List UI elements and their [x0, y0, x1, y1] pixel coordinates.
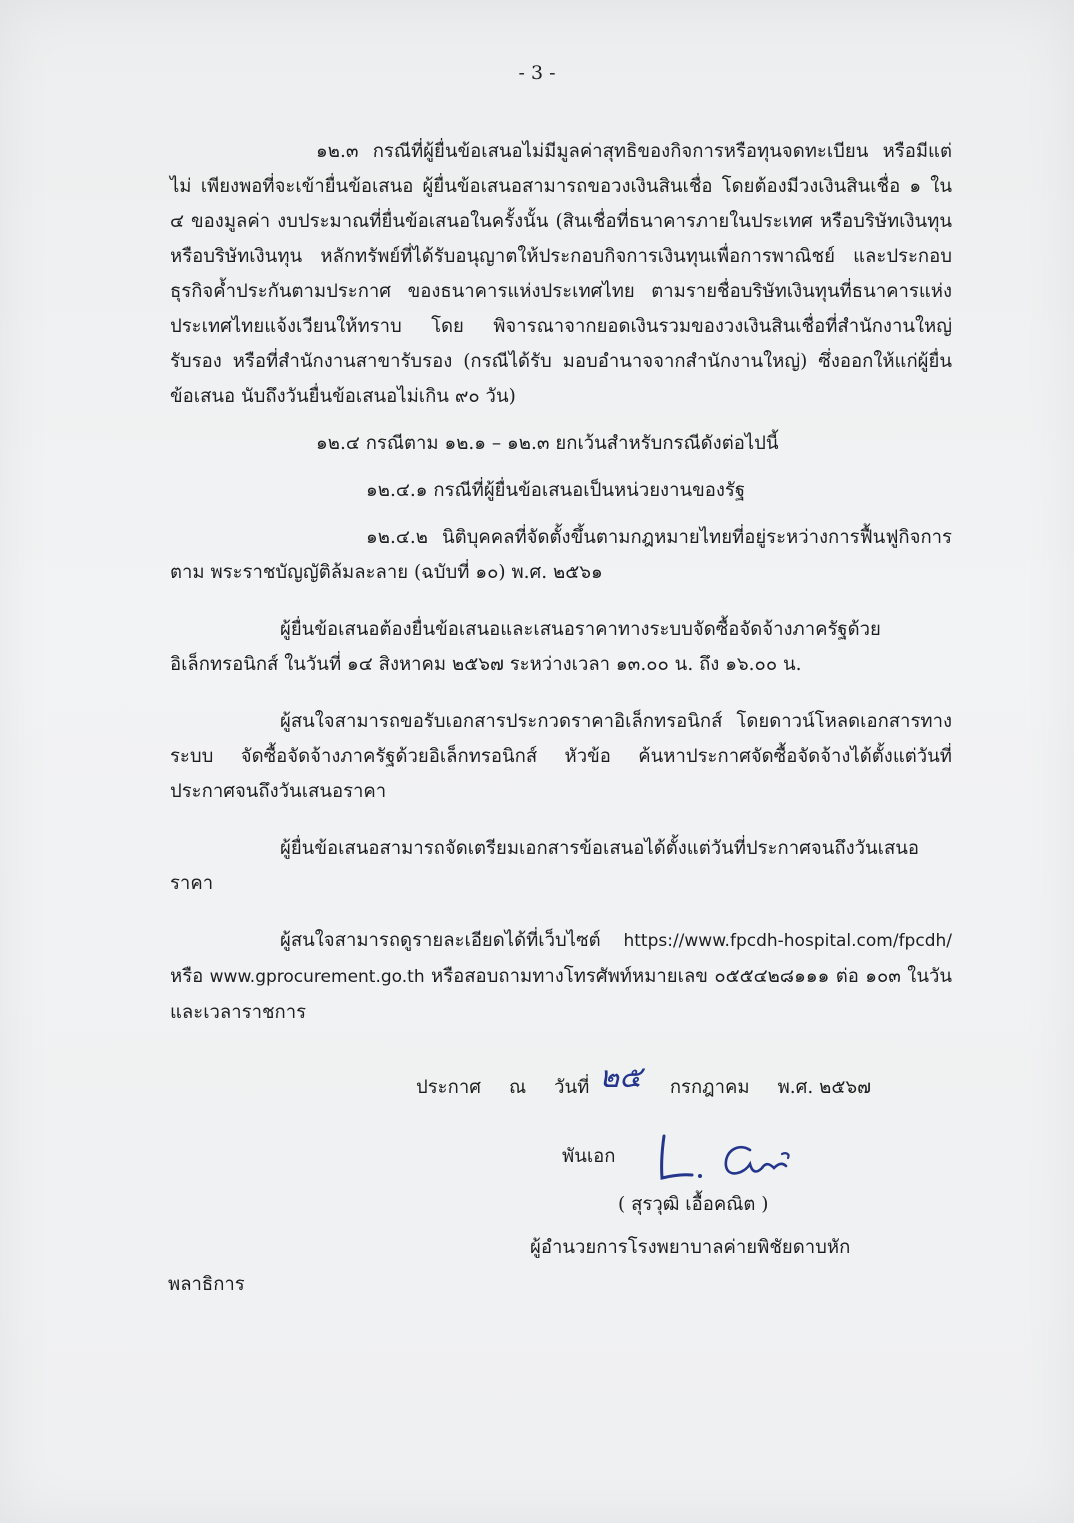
- paragraph-preparation: ผู้ยื่นข้อเสนอสามารถจัดเตรียมเอกสารข้อเสนอได้ตั้งแต่วันที่ประกาศจนถึงวันเสนอราคา: [170, 838, 920, 894]
- paragraph-12-4-1: ๑๒.๔.๑ กรณีที่ผู้ยื่นข้อเสนอเป็นหน่วยงานของรัฐ: [366, 480, 746, 501]
- paragraph-12-3: ๑๒.๓ กรณีที่ผู้ยื่นข้อเสนอไม่มีมูลค่าสุทธิของกิจการหรือทุนจดทะเบียน หรือมีแต่ไม่ เพียงพอที่จะเข้ายื่นข้อเสนอ ผู้ยื่นข้อเสนอสามารถขอวงเงินสินเชื่อ โดยต้องมีวงเงินสินเชื่อ ๑ ใน ๔ ของมูลค่า งบประมาณที่ยื่นข้อเสนอในครั้งนั้น (สินเชื่อที่ธนาคารภายในประเทศ หรือบริษัทเงินทุนหรือบริษัทเงินทุน หลักทรัพย์ที่ได้รับอนุญาตให้ประกอบกิจการเงินทุนเพื่อการพาณิชย์ และประกอบธุรกิจค้ำประกันตามประกาศ ของธนาคารแห่งประเทศไทย ตามรายชื่อบริษัทเงินทุนที่ธนาคารแห่งประเทศไทยแจ้งเวียนให้ทราบ โดย พิจารณาจากยอดเงินรวมของวงเงินสินเชื่อที่สำนักงานใหญ่รับรอง หรือที่สำนักงานสาขารับรอง (กรณีได้รับ มอบอำนาจจากสำนักงานใหญ่) ซึ่งออกให้แก่ผู้ยื่นข้อเสนอ นับถึงวันยื่นข้อเสนอไม่เกิน ๙๐ วัน): [170, 141, 952, 407]
- announcement-day-label: วันที่: [554, 1077, 590, 1098]
- website-link-gprocurement[interactable]: www.gprocurement.go.th: [209, 967, 425, 987]
- paragraph-12-4: ๑๒.๔ กรณีตาม ๑๒.๑ – ๑๒.๓ ยกเว้นสำหรับกรณีดังต่อไปนี้: [316, 433, 779, 454]
- paragraph-submission: ผู้ยื่นข้อเสนอต้องยื่นข้อเสนอและเสนอราคาทางระบบจัดซื้อจัดจ้างภาครัฐด้วยอิเล็กทรอนิกส์ ในวันที่ ๑๔ สิงหาคม ๒๕๖๗ ระหว่างเวลา ๑๓.๐๐ น. ถึง ๑๖.๐๐ น.: [170, 619, 881, 675]
- paragraph-download: ผู้สนใจสามารถขอรับเอกสารประกวดราคาอิเล็กทรอนิกส์ โดยดาวน์โหลดเอกสารทางระบบ จัดซื้อจัดจ้างภาครัฐด้วยอิเล็กทรอนิกส์ หัวข้อ ค้นหาประกาศจัดซื้อจัดจ้างได้ตั้งแต่วันที่ประกาศจนถึงวันเสนอราคา: [170, 711, 952, 802]
- page-number: - 3 -: [518, 62, 556, 84]
- announcement-month: กรกฎาคม: [669, 1077, 750, 1098]
- website-link-fpcdh[interactable]: https://www.fpcdh-hospital.com/fpcdh/: [623, 931, 952, 951]
- paragraph-12-4-2: ๑๒.๔.๒ นิติบุคคลที่จัดตั้งขึ้นตามกฎหมายไทยที่อยู่ระหว่างการฟื้นฟูกิจการตาม พระราชบัญญัติล้มละลาย (ฉบับที่ ๑๐) พ.ศ. ๒๕๖๑: [170, 527, 952, 583]
- contact-prefix: ผู้สนใจสามารถดูรายละเอียดได้ที่เว็บไซต์: [280, 930, 601, 951]
- contact-or: หรือ: [170, 966, 204, 987]
- announcement-at: ณ: [508, 1077, 527, 1098]
- announcement-year: พ.ศ. ๒๕๖๗: [777, 1077, 871, 1098]
- signatory-rank: พันเอก: [562, 1146, 616, 1167]
- handwritten-day: ๒๕: [599, 1060, 642, 1095]
- initial-mark: พลาธิการ: [168, 1274, 245, 1295]
- document-body: [170, 134, 952, 1030]
- signatory-name: ( สุรวุฒิ เอื้อคณิต ): [618, 1194, 769, 1215]
- signature-icon: [652, 1128, 802, 1188]
- announcement-label: ประกาศ: [416, 1077, 481, 1098]
- signatory-position: ผู้อำนวยการโรงพยาบาลค่ายพิชัยดาบหัก: [530, 1237, 851, 1258]
- announcement-date-line: [416, 1060, 899, 1107]
- paragraph-contact: [170, 923, 952, 1030]
- contact-suffix: หรือสอบถามทางโทรศัพท์หมายเลข ๐๕๕๔๒๘๑๑๑ ต่อ ๑๐๓ ในวันและเวลาราชการ: [170, 966, 953, 1023]
